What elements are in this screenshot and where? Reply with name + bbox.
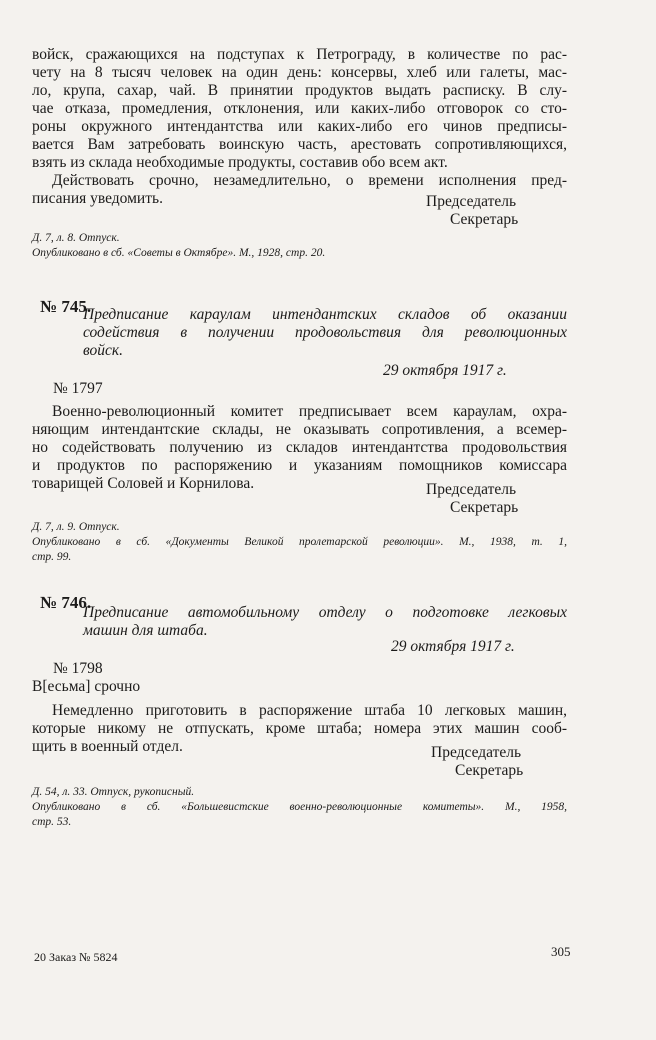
document-date: 29 октября 1917 г.	[391, 638, 515, 655]
document-body-line: но содействовать получению из складов интендантства продовольствия	[32, 439, 567, 456]
intro-line: ло, крупа, сахар, чай. В принятии продуктов выдать расписку. В слу-	[32, 82, 567, 99]
document-urgency: В[есьма] срочно	[32, 678, 141, 695]
intro-paragraph: писания уведомить.	[32, 190, 163, 207]
signature-chairman: Председатель	[426, 481, 517, 498]
signature-secretary: Секретарь	[450, 499, 519, 516]
intro-line: чету на 8 тысяч человек на один день: консервы, хлеб или галеты, мас-	[32, 64, 567, 81]
document-number: № 746.	[40, 593, 92, 612]
document-body-line: и продуктов по распоряжению и указаниям помощников комиссара	[32, 457, 567, 474]
source-note: Д. 7, л. 9. Отпуск.	[32, 521, 120, 533]
document-title: содействия в получении продовольствия для революционных	[83, 324, 567, 341]
signature-chairman: Председатель	[426, 193, 517, 210]
source-note: Д. 54, л. 33. Отпуск, рукописный.	[32, 786, 195, 798]
intro-paragraph: Действовать срочно, незамедлительно, о времени исполнения пред-	[52, 172, 567, 189]
intro-line: вается Вам затребовать воинскую часть, арестовать сопротивляющихся,	[32, 136, 567, 153]
document-body-line: щить в военный отдел.	[32, 738, 183, 755]
document-title: машин для штаба.	[83, 622, 208, 639]
document-title: Предписание автомобильному отделу о подготовке легковых	[83, 604, 567, 621]
document-ref-number: № 1798	[53, 660, 103, 677]
document-title: войск.	[83, 342, 124, 359]
source-note: стр. 99.	[32, 551, 72, 563]
source-note: Опубликовано в сб. «Советы в Октябре». М., 1928, стр. 20.	[32, 247, 326, 259]
signature-secretary: Секретарь	[450, 211, 519, 228]
intro-line: чае отказа, промедления, отклонения, или каких-либо отговорок со сто-	[32, 100, 567, 117]
print-order-mark: 20 Заказ № 5824	[34, 950, 118, 964]
document-ref-number: № 1797	[53, 380, 103, 397]
document-body-line: которые никому не отпускать, кроме штаба; номера этих машин сооб-	[32, 720, 567, 737]
page-number: 305	[551, 944, 571, 959]
document-number: № 745.	[40, 297, 92, 316]
document-title: Предписание караулам интендантских складов об оказании	[83, 306, 567, 323]
source-note: Опубликовано в сб. «Документы Великой пролетарской революции». М., 1938, т. 1,	[32, 536, 567, 548]
source-note: Опубликовано в сб. «Большевистские военно-революционные комитеты». М., 1958,	[32, 801, 567, 813]
source-note: стр. 53.	[32, 816, 72, 828]
document-date: 29 октября 1917 г.	[383, 362, 507, 379]
intro-line: взять из склада необходимые продукты, составив обо всем акт.	[32, 154, 448, 171]
document-body-line: няющим интендантские склады, не оказывать сопротивления, а всемер-	[32, 421, 567, 438]
intro-line: роны окружного интендантства или каких-либо его чинов предписы-	[32, 118, 567, 135]
source-note: Д. 7, л. 8. Отпуск.	[32, 232, 120, 244]
signature-chairman: Председатель	[431, 744, 522, 761]
signature-secretary: Секретарь	[455, 762, 524, 779]
document-body-line: Военно-революционный комитет предписывает всем караулам, охра-	[52, 403, 567, 420]
document-body-line: Немедленно приготовить в распоряжение штаба 10 легковых машин,	[52, 702, 567, 719]
intro-line: войск, сражающихся на подступах к Петрограду, в количестве по рас-	[32, 46, 567, 63]
document-body-line: товарищей Соловей и Корнилова.	[32, 475, 255, 492]
